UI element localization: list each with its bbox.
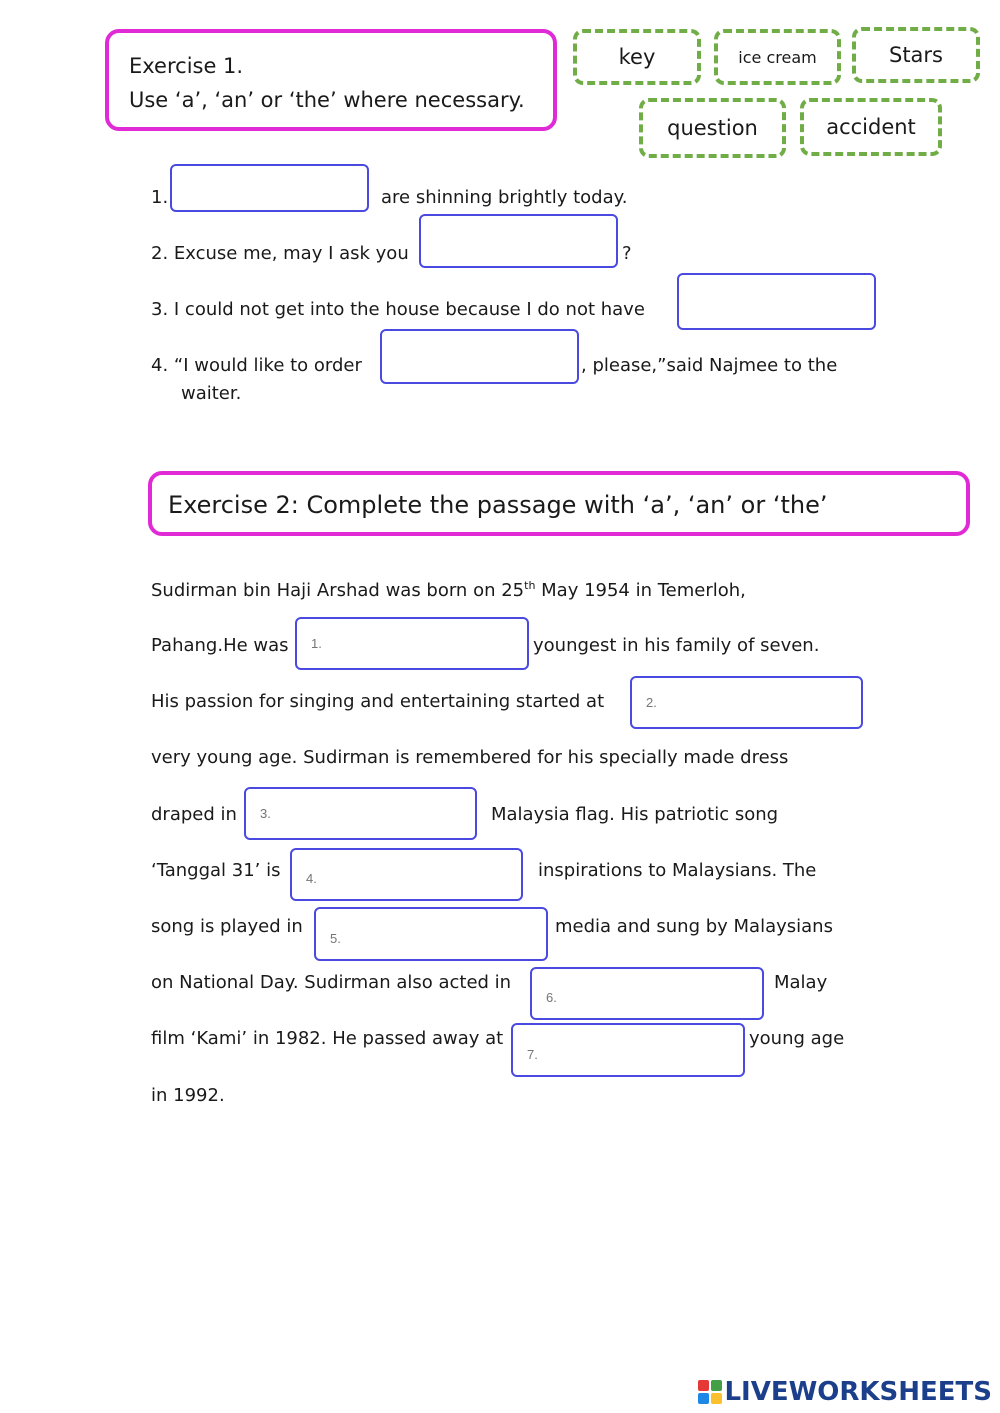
passage-line-8-after: Malay: [774, 972, 828, 993]
q2-end: ?: [622, 243, 632, 264]
q4-text-line2: waiter.: [181, 383, 242, 404]
passage-line-4: very young age. Sudirman is remembered for his specially made dress: [151, 747, 789, 768]
word-question[interactable]: question: [639, 98, 786, 158]
passage-line-6-after: inspirations to Malaysians. The: [538, 860, 817, 881]
passage-line-1: [151, 579, 746, 601]
passage-line-3: His passion for singing and entertaining started at: [151, 691, 605, 712]
ex1-answer-2-input[interactable]: [421, 216, 616, 266]
ex2-blank-1-input[interactable]: [297, 619, 527, 668]
passage-line-2-after: youngest in his family of seven.: [533, 635, 820, 656]
exercise2-title: Exercise 2: Complete the passage with ‘a’, ‘an’ or ‘the’: [168, 491, 828, 519]
ex2-blank-3-input[interactable]: [246, 789, 475, 838]
passage-line-9: film ‘Kami’ in 1982. He passed away at: [151, 1028, 504, 1049]
q1-text: are shinning brightly today.: [381, 187, 628, 208]
passage-line-8: on National Day. Sudirman also acted in: [151, 972, 512, 993]
ex1-answer-4[interactable]: [380, 329, 579, 384]
word-accident[interactable]: accident: [800, 98, 942, 156]
ex1-answer-1-input[interactable]: [172, 166, 367, 210]
ex1-answer-3[interactable]: [677, 273, 876, 330]
exercise2-title-box: [148, 471, 970, 536]
ex1-answer-4-input[interactable]: [382, 331, 577, 382]
passage-line-9-after: young age: [749, 1028, 845, 1049]
ex2-blank-2[interactable]: [630, 676, 863, 729]
passage-line-1a: Sudirman bin Haji Arshad was born on 25: [151, 580, 525, 601]
passage-line-5: draped in: [151, 804, 237, 825]
passage-line-6: ‘Tanggal 31’ is: [151, 860, 281, 881]
liveworksheets-logo: [698, 1377, 992, 1407]
exercise1-instructions: Use ‘a’, ‘an’ or ‘the’ where necessary.: [129, 88, 525, 112]
ex2-blank-1[interactable]: [295, 617, 529, 670]
exercise1-title-box: [105, 29, 557, 131]
ex2-blank-7[interactable]: [511, 1023, 745, 1077]
q2-text: 2. Excuse me, may I ask you: [151, 243, 409, 264]
ex2-blank-7-input[interactable]: [513, 1025, 743, 1075]
passage-line-10: in 1992.: [151, 1085, 225, 1106]
ex1-answer-2[interactable]: [419, 214, 618, 268]
ex1-answer-3-input[interactable]: [679, 275, 874, 328]
q1-number: 1.: [151, 187, 169, 208]
word-key[interactable]: key: [573, 29, 701, 85]
word-ice-cream[interactable]: ice cream: [714, 29, 841, 85]
ex2-blank-2-input[interactable]: [632, 678, 861, 727]
passage-line-1b: May 1954 in Temerloh,: [535, 580, 746, 601]
word-stars[interactable]: Stars: [852, 27, 980, 83]
passage-sup: th: [524, 579, 536, 592]
ex1-answer-1[interactable]: [170, 164, 369, 212]
ex2-blank-4-input[interactable]: [292, 850, 521, 899]
logo-text: LIVEWORKSHEETS: [724, 1377, 992, 1407]
ex2-blank-6[interactable]: [530, 967, 764, 1020]
q4-text-after: , please,”said Najmee to the: [581, 355, 838, 376]
passage-line-7: song is played in: [151, 916, 303, 937]
passage-line-2: Pahang.He was: [151, 635, 289, 656]
logo-grid-icon: [698, 1380, 722, 1404]
ex2-blank-3[interactable]: [244, 787, 477, 840]
passage-line-7-after: media and sung by Malaysians: [555, 916, 833, 937]
ex2-blank-5-input[interactable]: [316, 909, 546, 959]
q4-text: 4. “I would like to order: [151, 355, 362, 376]
q3-text: 3. I could not get into the house because I do not have: [151, 299, 645, 320]
ex2-blank-6-input[interactable]: [532, 969, 762, 1018]
ex2-blank-5[interactable]: [314, 907, 548, 961]
passage-line-5-after: Malaysia flag. His patriotic song: [491, 804, 779, 825]
ex2-blank-4[interactable]: [290, 848, 523, 901]
exercise1-title: Exercise 1.: [129, 54, 244, 78]
